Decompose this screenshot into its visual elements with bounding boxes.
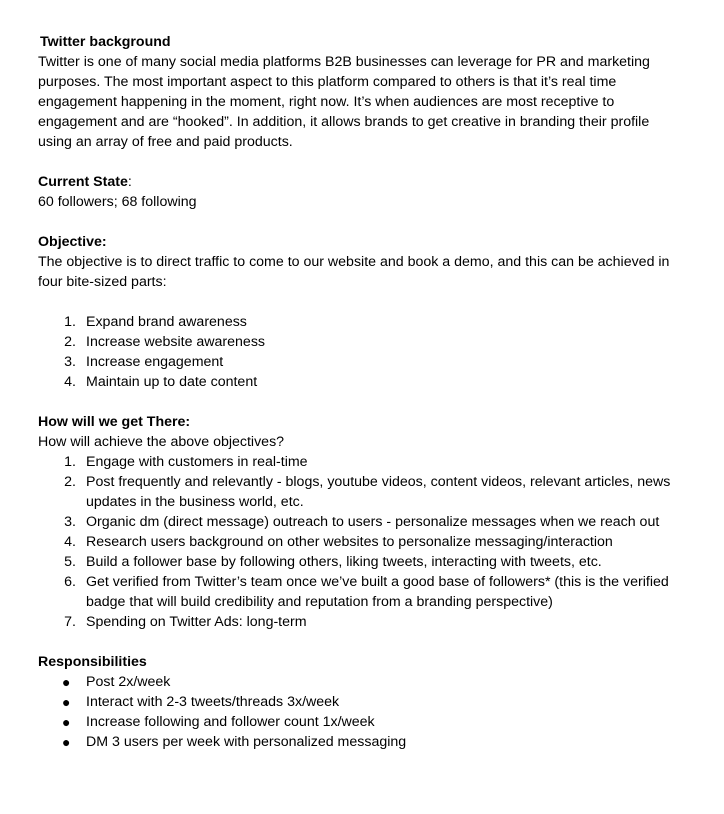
list-number: 6. bbox=[64, 574, 76, 590]
list-number: 1. bbox=[64, 314, 76, 330]
list-item-text: Expand brand awareness bbox=[86, 314, 247, 330]
list-number: 4. bbox=[64, 374, 76, 390]
bullet-icon: ● bbox=[62, 714, 71, 730]
list-number: 3. bbox=[64, 354, 76, 370]
list-number: 3. bbox=[64, 514, 76, 530]
list-item-text: Organic dm (direct message) outreach to users - personalize messages when we reach out bbox=[86, 514, 660, 530]
list-item-text: Increase engagement bbox=[86, 354, 224, 370]
spacer bbox=[38, 632, 678, 652]
list-item-text: Maintain up to date content bbox=[86, 374, 258, 390]
title-part-twitter: Twitter bbox=[40, 34, 86, 50]
list-item-text: Get verified from Twitter’s team once we’ve built a good base of followers* (this is the verified badge that will build credibility and reputation from a branding perspective) bbox=[86, 574, 669, 610]
spacer bbox=[38, 392, 678, 412]
list-item bbox=[38, 352, 678, 372]
list-number: 7. bbox=[64, 614, 76, 630]
list-item-text: Increase website awareness bbox=[86, 334, 266, 350]
spacer bbox=[38, 292, 678, 312]
list-item bbox=[38, 552, 678, 572]
list-item bbox=[38, 452, 678, 472]
document-body bbox=[38, 32, 678, 752]
bullet-icon: ● bbox=[62, 674, 71, 690]
list-item bbox=[38, 612, 678, 632]
objective-text: The objective is to direct traffic to come to our website and book a demo, and this can be achieved in four bite-sized parts: bbox=[38, 254, 670, 290]
list-item-text: Engage with customers in real-time bbox=[86, 454, 308, 470]
list-item bbox=[38, 512, 678, 532]
how-text: How will achieve the above objectives? bbox=[38, 434, 285, 450]
responsibilities-list bbox=[38, 672, 678, 752]
current-state-heading-text: Current State bbox=[38, 174, 128, 190]
list-item-text: Spending on Twitter Ads: long-term bbox=[86, 614, 307, 630]
list-item bbox=[38, 532, 678, 552]
bullet-icon: ● bbox=[62, 734, 71, 750]
list-item-text: Research users background on other websites to personalize messaging/interaction bbox=[86, 534, 613, 550]
current-state-text: 60 followers; 68 following bbox=[38, 194, 197, 210]
list-number: 4. bbox=[64, 534, 76, 550]
list-item-text: Post 2x/week bbox=[86, 674, 171, 690]
list-item-text: Interact with 2-3 tweets/threads 3x/week bbox=[86, 694, 340, 710]
list-number: 2. bbox=[64, 334, 76, 350]
bullet-icon: ● bbox=[62, 694, 71, 710]
list-item bbox=[38, 732, 678, 752]
how-heading: How will we get There: bbox=[38, 414, 191, 430]
current-state-heading-colon: : bbox=[127, 174, 132, 190]
list-item bbox=[38, 692, 678, 712]
how-list bbox=[38, 452, 678, 632]
list-item bbox=[38, 332, 678, 352]
objective-list bbox=[38, 312, 678, 392]
list-item-text: Increase following and follower count 1x/week bbox=[86, 714, 375, 730]
list-number: 1. bbox=[64, 454, 76, 470]
list-number: 2. bbox=[64, 474, 76, 490]
responsibilities-heading: Responsibilities bbox=[38, 654, 147, 670]
list-item bbox=[38, 672, 678, 692]
title-part-background: background bbox=[89, 34, 171, 50]
list-item-text: Build a follower base by following others, liking tweets, interacting with tweets, etc. bbox=[86, 554, 602, 570]
list-item bbox=[38, 372, 678, 392]
current-state-heading bbox=[38, 172, 678, 192]
list-item bbox=[38, 572, 678, 612]
list-number: 5. bbox=[64, 554, 76, 570]
spacer bbox=[38, 152, 678, 172]
objective-heading: Objective: bbox=[38, 234, 107, 250]
list-item bbox=[38, 712, 678, 732]
list-item-text: DM 3 users per week with personalized messaging bbox=[86, 734, 407, 750]
list-item-text: Post frequently and relevantly - blogs, youtube videos, content videos, relevant articles, news updates in the business world, etc. bbox=[86, 474, 671, 510]
list-item bbox=[38, 312, 678, 332]
intro-paragraph: Twitter is one of many social media platforms B2B businesses can leverage for PR and marketing purposes. The most important aspect to this platform compared to others is that it’s real time engagement happening in the moment, right now. It’s when audiences are most receptive to engagement and are “hooked”. In addition, it allows brands to get creative in branding their profile using an array of free and paid products. bbox=[38, 54, 650, 150]
list-item bbox=[38, 472, 678, 512]
document-title bbox=[38, 32, 678, 52]
spacer bbox=[38, 212, 678, 232]
